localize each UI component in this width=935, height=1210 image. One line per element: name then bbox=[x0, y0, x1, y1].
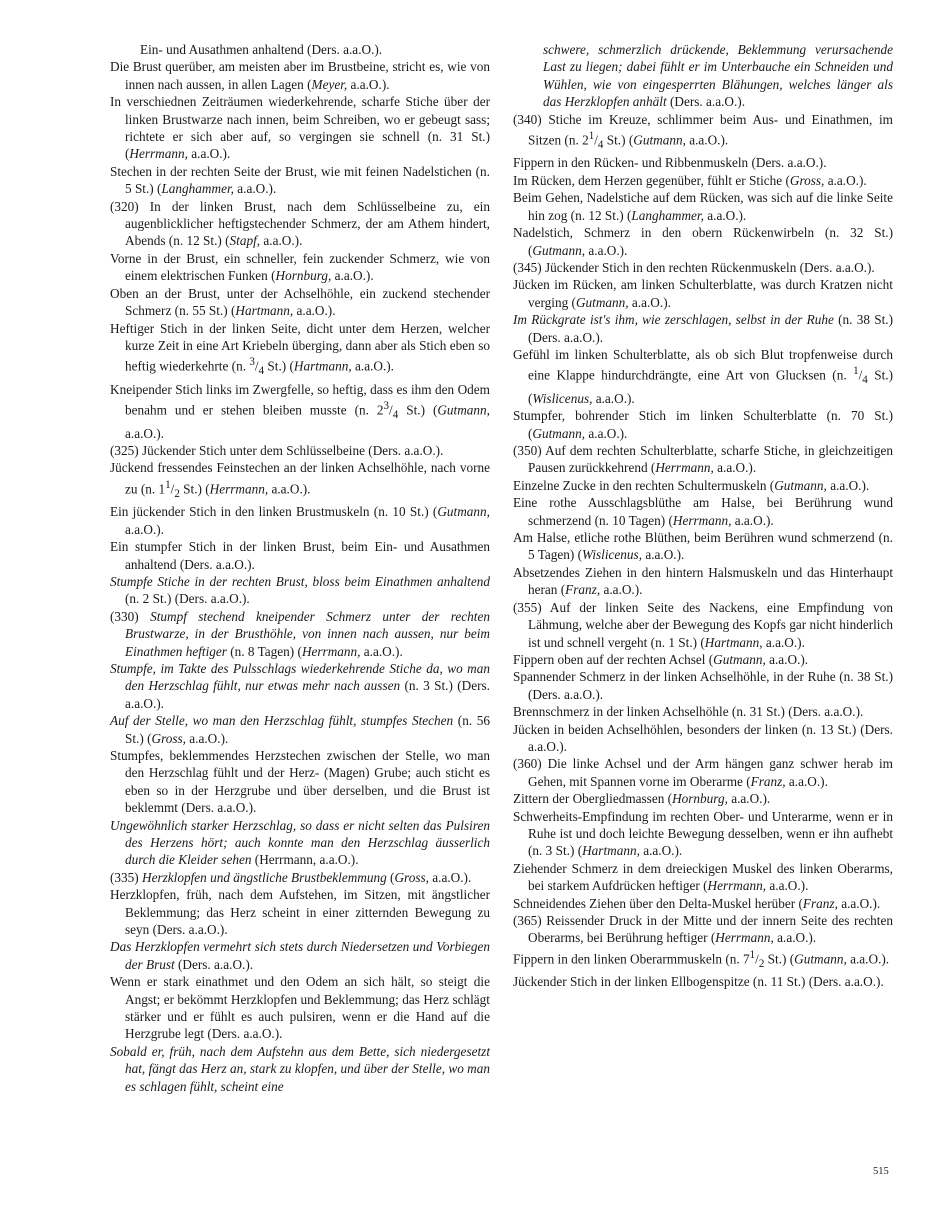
entry: Absetzendes Ziehen in den hintern Halsmuskeln und das Hinterhaupt heran (Franz, a.a.O.). bbox=[513, 564, 893, 598]
entry: Am Halse, etliche rothe Blüthen, beim Berühren wund schmerzend (n. 5 Tagen) (Wislicenus, a.a.O.). bbox=[513, 530, 893, 563]
entry: Stumpfes, beklemmendes Herzstechen zwischen der Stelle, wo man den Herzschlag fühlt und der Herz- (Magen) Grube; auch sticht es eben so in der Herzgrube und über derselben, und die Brust ist beklemmt (Ders. a.a.O.). bbox=[110, 747, 490, 816]
entry: Fippern in den linken Oberarmmuskeln (n. $7^1/_2$ St.) (Gutmann, a.a.O.). bbox=[513, 948, 890, 970]
entry: Nadelstich, Schmerz in den obern Rückenwirbeln (n. 32 St.) (Gutmann, a.a.O.). bbox=[513, 225, 893, 258]
entry: Jücken in beiden Achselhöhlen, besonders der linken (n. 13 St.) (Ders. a.a.O.). bbox=[513, 721, 893, 754]
numbered-entry: (360) Die linke Achsel und der Arm hängen ganz schwer herab im Gehen, mit Spannen vorne im Oberarme (Franz, a.a.O.). bbox=[513, 756, 893, 789]
entry-continuation: Ein- und Ausathmen anhaltend (Ders. a.a.O.). bbox=[140, 42, 383, 57]
entry: Jückender Stich in der linken Ellbogenspitze (n. 11 St.) (Ders. a.a.O.). bbox=[513, 974, 884, 990]
entry: Ziehender Schmerz in dem dreieckigen Muskel des linken Oberarms, bei starkem Aufdrücken heftiger (Herrmann, a.a.O.). bbox=[513, 860, 893, 894]
entry: Spannender Schmerz in der linken Achselhöhle, in der Ruhe (n. 38 St.) (Ders. a.a.O.). bbox=[513, 669, 893, 702]
entry: Beim Gehen, Nadelstiche auf dem Rücken, was sich auf die linke Seite hin zog (n. 12 St.) (Langhammer, a.a.O.). bbox=[513, 190, 893, 223]
entry: Eine rothe Ausschlagsblüthe am Halse, bei Berührung wund schmerzend (n. 10 Tagen) (Herrmann, a.a.O.). bbox=[513, 495, 893, 528]
entry: In verschiednen Zeiträumen wiederkehrende, scharfe Stiche über der linken Brustwarze nach innen, beim Schreiben, wo er gebeugt sass; richtete er sich aber auf, so vergingen sie schnell (n. 31 St.) (Herrmann, a.a.O.). bbox=[110, 94, 490, 162]
entry: Stumpfe Stiche in der rechten Brust, bloss beim Einathmen anhaltend (n. 2 St.) (Ders. a.a.O.). bbox=[110, 573, 490, 607]
entry: Stumpfer, bohrender Stich im linken Schulterblatte (n. 70 St.) (Gutmann, a.a.O.). bbox=[513, 408, 893, 441]
entry: Die Brust querüber, am meisten aber im Brustbeine, stricht es, wie von innen nach aussen, in allen Lagen (Meyer, a.a.O.). bbox=[110, 59, 490, 92]
numbered-entry: (355) Auf der linken Seite des Nackens, eine Empfindung von Lähmung, welche aber der Bewegung des Kopfs gar nicht hinderlich ist und schnell vergeht (n. 1 St.) (Hartmann, a.a.O.). bbox=[513, 599, 893, 650]
entry: Fippern in den Rücken- und Ribbenmuskeln (Ders. a.a.O.). bbox=[513, 155, 827, 171]
entry: Schwerheits-Empfindung im rechten Ober- und Unterarme, wenn er in Ruhe ist und doch leichte Bewegung desselben, wenn er ihn aufhebt (n. 3 St.) (Hartmann, a.a.O.). bbox=[513, 808, 893, 859]
entry: Vorne in der Brust, ein schneller, fein zuckender Schmerz, wie von einem elektrischen Funken (Hornburg, a.a.O.). bbox=[110, 250, 490, 284]
entry: Heftiger Stich in der linken Seite, dicht unter dem Herzen, welcher kurze Zeit in eine Art Kriebeln überging, dann aber als Stich eben so heftig wiederkehrte (n. $^3/_4$ St.) (Hartmann, a.a.O.). bbox=[110, 320, 490, 378]
numbered-entry: (335) Herzklopfen und ängstliche Brustbeklemmung (Gross, a.a.O.). bbox=[110, 869, 472, 885]
entry: Zittern der Obergliedmassen (Hornburg, a.a.O.). bbox=[513, 791, 771, 807]
numbered-entry: (340) Stiche im Kreuze, schlimmer beim Aus- und Einathmen, im Sitzen (n. $2^1/_4$ St.) (Gutmann, a.a.O.). bbox=[513, 111, 893, 152]
numbered-entry: (350) Auf dem rechten Schulterblatte, scharfe Stiche, in gleichzeitigen Pausen zurückkehrend (Herrmann, a.a.O.). bbox=[513, 443, 893, 476]
entry: Gefühl im linken Schulterblatte, als ob sich Blut tropfenweise durch eine Klappe hindurchdrängte, eine Art von Glucksen (n. $^1/_4$ St.) (Wislicenus, a.a.O.). bbox=[513, 346, 893, 406]
entry: Im Rücken, dem Herzen gegenüber, fühlt er Stiche (Gross, a.a.O.). bbox=[513, 172, 867, 188]
entry: Herzklopfen, früh, nach dem Aufstehen, im Sitzen, mit ängstlicher Beklemmung; das Herz scheint in einer zitternden Bewegung zu seyn (Ders. a.a.O.). bbox=[110, 887, 490, 938]
entry: Ein stumpfer Stich in der linken Brust, beim Ein- und Ausathmen anhaltend (Ders. a.a.O.). bbox=[110, 539, 490, 572]
right-column bbox=[513, 41, 893, 991]
entry: Oben an der Brust, unter der Achselhöhle, ein zuckend stechender Schmerz (n. 55 St.) (Hartmann, a.a.O.). bbox=[110, 285, 490, 319]
entry: Kneipender Stich links im Zwergfelle, so heftig, dass es ihm den Odem benahm und er stehen bleiben musste (n. $2^3/_4$ St.) (Gutmann, a.a.O.). bbox=[110, 381, 490, 441]
entry: Schneidendes Ziehen über den Delta-Muskel herüber (Franz, a.a.O.). bbox=[513, 895, 881, 911]
numbered-entry: (330) Stumpf stechend kneipender Schmerz unter der rechten Brustwarze, in der Brusthöhle, von innen nach aussen, nur beim Einathmen heftiger (n. 8 Tagen) (Herrmann, a.a.O.). bbox=[110, 608, 490, 659]
page-number: 515 bbox=[873, 1166, 889, 1177]
entry: Einzelne Zucke in den rechten Schultermuskeln (Gutmann, a.a.O.). bbox=[513, 477, 870, 493]
entry: Wenn er stark einathmet und den Odem an sich hält, so steigt die Angst; er bekömmt Herzklopfen und Beklemmung; das Herz schlägt stärker und er fühlt es auch pulsiren, wenn er die Hand auf die Herzgrube legt (Ders. a.a.O.). bbox=[110, 974, 490, 1042]
entry: Das Herzklopfen vermehrt sich stets durch Niedersetzen und Vorbiegen der Brust (Ders. a.a.O.). bbox=[110, 939, 490, 972]
entry: Fippern oben auf der rechten Achsel (Gutmann, a.a.O.). bbox=[513, 651, 809, 667]
entry: Stumpfe, im Takte des Pulsschlags wiederkehrende Stiche da, wo man den Herzschlag fühlt, nur etwas mehr nach aussen (n. 3 St.) (Ders. a.a.O.). bbox=[110, 660, 490, 711]
numbered-entry: (320) In der linken Brust, nach dem Schlüsselbeine zu, ein augenblicklicher heftigstechender Schmerz, der am Athem hindert, Abends (n. 12 St.) (Stapf, a.a.O.). bbox=[110, 198, 490, 249]
entry: Ein jückender Stich in den linken Brustmuskeln (n. 10 St.) (Gutmann, a.a.O.). bbox=[110, 504, 490, 537]
entry: Auf der Stelle, wo man den Herzschlag fühlt, stumpfes Stechen (n. 56 St.) (Gross, a.a.O.). bbox=[110, 713, 490, 746]
entry: Jücken im Rücken, am linken Schulterblatte, was durch Kratzen nicht verging (Gutmann, a.a.O.). bbox=[513, 277, 893, 310]
numbered-entry: (325) Jückender Stich unter dem Schlüsselbeine (Ders. a.a.O.). bbox=[110, 443, 444, 459]
numbered-entry: (365) Reissender Druck in der Mitte und der innern Seite des rechten Oberarms, bei Berührung heftiger (Herrmann, a.a.O.). bbox=[513, 913, 893, 946]
numbered-entry: (345) Jückender Stich in den rechten Rückenmuskeln (Ders. a.a.O.). bbox=[513, 259, 875, 275]
entry-continuation: schwere, schmerzlich drückende, Beklemmung verursachende Last zu liegen; dabei fühlt er im Unterbauche ein Schneiden und Wühlen, wie von eingesperrten Blähungen, welches länger als das Herzklopfen anhält (Ders. a.a.O.). bbox=[543, 42, 893, 110]
entry: Brennschmerz in der linken Achselhöhle (n. 31 St.) (Ders. a.a.O.). bbox=[513, 704, 864, 720]
entry: Im Rückgrate ist's ihm, wie zerschlagen, selbst in der Ruhe (n. 38 St.) (Ders. a.a.O.). bbox=[513, 312, 893, 345]
entry: Jückend fressendes Feinstechen an der linken Achselhöhle, nach vorne zu (n. $1^1/_2$ St.) (Herrmann, a.a.O.). bbox=[110, 460, 490, 500]
entry: Ungewöhnlich starker Herzschlag, so dass er nicht selten das Pulsiren des Herzens hört; auch konnte man den Herzschlag äusserlich durch die Kleider sehen (Herrmann, a.a.O.). bbox=[110, 817, 490, 868]
entry: Stechen in der rechten Seite der Brust, wie mit feinen Nadelstichen (n. 5 St.) (Langhammer, a.a.O.). bbox=[110, 163, 490, 197]
left-column bbox=[110, 41, 490, 1095]
entry: Sobald er, früh, nach dem Aufstehn aus dem Bette, sich niedergesetzt hat, fängt das Herz an, stark zu klopfen, und über der Stelle, wo man es schlagen fühlt, scheint eine bbox=[110, 1043, 490, 1094]
